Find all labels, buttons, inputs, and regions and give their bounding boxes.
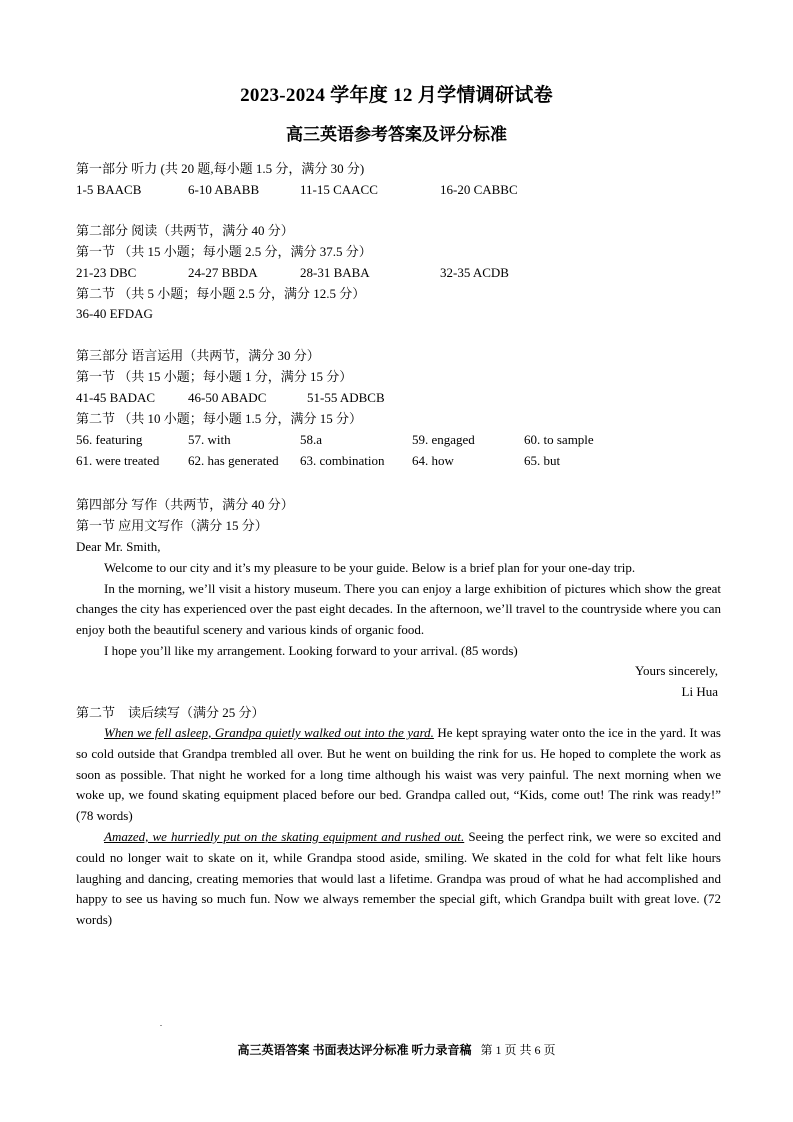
fill-answer: 65. but <box>524 453 561 468</box>
part3-section2-heading: 第二节 （共 10 小题；每小题 1.5 分，满分 15 分） <box>76 411 363 426</box>
footer-page-mid: 页 共 <box>504 1043 532 1057</box>
answer-group: 6-10 ABABB <box>188 182 260 197</box>
letter-signature: Li Hua <box>681 684 718 699</box>
footer-page-prefix: 第 <box>480 1043 493 1057</box>
story-text: Seeing the perfect rink, we were so excited and could no longer wait to skate on it, while Grandpa stood aside, smiling. We skated in the cold for what felt like hours laughing and dancing, creating memories that would last a lifetime. Grandpa was proud of what he had accomplished and happy to see us having so much fun. Now we always remember the special gift, which Grandpa built with great love. (72 words) <box>76 828 721 928</box>
answer-group: 36-40 EFDAG <box>76 306 153 321</box>
answer-group: 16-20 CABBC <box>440 182 518 197</box>
given-opening-sentence: When we fell asleep, Grandpa quietly walked out into the yard. <box>104 725 434 740</box>
part2-section2-heading: 第二节 （共 5 小题；每小题 2.5 分，满分 12.5 分） <box>76 286 366 301</box>
letter-paragraph: Welcome to our city and it’s my pleasure to be your guide. Below is a brief plan for your one-day trip. <box>104 559 636 575</box>
part2-section1-heading: 第一节 （共 15 小题；每小题 2.5 分，满分 37.5 分） <box>76 244 372 259</box>
fill-answer: 64. how <box>412 453 454 468</box>
footer-text: 高三英语答案 书面表达评分标准 听力录音稿 <box>237 1043 472 1057</box>
sample-story <box>76 723 721 931</box>
answer-group: 41-45 BADAC <box>76 390 156 405</box>
fill-answer: 56. featuring <box>76 432 143 447</box>
fill-answer: 61. were treated <box>76 453 160 468</box>
part4-section2-heading: 第二节 读后续写（满分 25 分） <box>76 705 265 720</box>
footer-page-number: 1 <box>495 1043 502 1057</box>
answer-group: 32-35 ACDB <box>440 265 509 280</box>
letter-salutation: Dear Mr. Smith, <box>76 539 161 554</box>
page-footer <box>0 1041 793 1058</box>
fill-answer: 60. to sample <box>524 432 594 447</box>
sample-letter <box>76 537 721 662</box>
footer-page-total: 6 <box>534 1043 541 1057</box>
letter-paragraph: I hope you’ll like my arrangement. Looking forward to your arrival. (85 words) <box>104 642 518 658</box>
answer-group: 11-15 CAACC <box>300 182 378 197</box>
answer-group: 1-5 BAACB <box>76 182 142 197</box>
part1-heading: 第一部分 听力 (共 20 题,每小题 1.5 分，满分 30 分) <box>76 161 365 176</box>
part4-heading: 第四部分 写作（共两节，满分 40 分） <box>76 497 294 512</box>
answer-group: 28-31 BABA <box>300 265 370 280</box>
page-subtitle: 高三英语参考答案及评分标准 <box>286 125 507 144</box>
page-title: 2023-2024 学年度 12 月学情调研试卷 <box>240 85 553 106</box>
story-text: He kept spraying water onto the ice in the yard. It was so cold outside that Grandpa trembled all over. But he went on building the rink for us. He hoped to complete the work as soon as possible. That night he worked for a long time although his waist was very painful. The next morning when we woke up, we found skating equipment placed before our bed. Grandpa called out, “Kids, come out! The rink was ready!” (78 words) <box>76 725 721 824</box>
part2-heading: 第二部分 阅读（共两节，满分 40 分） <box>76 223 294 238</box>
footer-page-suffix: 页 <box>543 1043 556 1057</box>
part3-section1-heading: 第一节 （共 15 小题；每小题 1 分，满分 15 分） <box>76 369 353 384</box>
story-paragraph <box>76 827 721 931</box>
part4-section1-heading: 第一节 应用文写作（满分 15 分） <box>76 518 268 533</box>
story-paragraph <box>76 723 721 827</box>
answer-group: 51-55 ADBCB <box>307 390 385 405</box>
answer-group: 24-27 BBDA <box>188 265 258 280</box>
answer-group: 21-23 DBC <box>76 265 137 280</box>
part3-heading: 第三部分 语言运用（共两节，满分 30 分） <box>76 348 320 363</box>
fill-answer: 57. with <box>188 432 231 447</box>
letter-paragraph: In the morning, we’ll visit a history museum. There you can enjoy a large exhibition of pictures which show the great changes the city has experienced over the past eight decades. In the afternoon, we’ll travel to the countryside where you can enjoy both the beautiful scenery and various kinds of organic food. <box>76 580 721 638</box>
fill-answer: 62. has generated <box>188 453 279 468</box>
letter-closing: Yours sincerely, <box>634 663 718 678</box>
fill-answer: 63. combination <box>300 453 385 468</box>
fill-answer: 59. engaged <box>412 432 475 447</box>
fill-answer: 58.a <box>300 432 323 447</box>
scan-speck <box>160 1025 162 1026</box>
answer-group: 46-50 ABADC <box>188 390 267 405</box>
given-opening-sentence: Amazed, we hurriedly put on the skating equipment and rushed out. <box>104 828 465 844</box>
